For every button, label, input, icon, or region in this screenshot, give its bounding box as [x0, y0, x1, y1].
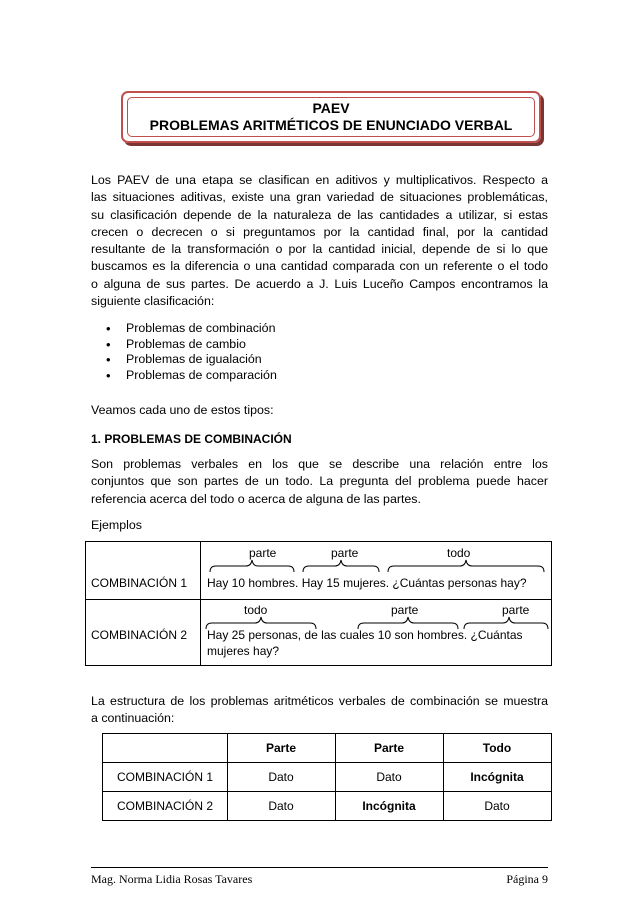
- examples-table: [85, 541, 552, 666]
- brace: [388, 560, 544, 572]
- page-subtitle: PROBLEMAS ARITMÉTICOS DE ENUNCIADO VERBAL: [149, 117, 513, 133]
- whole-label: todo: [447, 546, 471, 560]
- intro-line: Los PAEV de una etapa se clasifican en aditivos y multiplicativos. Respecto a: [91, 173, 548, 187]
- brace: [303, 560, 379, 572]
- section-paragraph: [91, 456, 548, 508]
- table-divider: [86, 599, 551, 600]
- structure-intro-line: La estructura de los problemas aritméticos verbales de combinación se muestra: [91, 694, 548, 708]
- part-label: parte: [502, 603, 530, 617]
- part-label: parte: [331, 546, 359, 560]
- example-name: COMBINACIÓN 2: [91, 628, 188, 642]
- structure-table: [102, 733, 552, 821]
- section-line: conjuntos que son partes de un todo. La pregunta del problema puede hacer: [91, 474, 548, 489]
- structure-intro: [91, 693, 548, 728]
- table-cell: Dato: [376, 770, 402, 784]
- intro-line: o alguna de sus partes. De acuerdo a J. Luis Luceño Campos encontramos la: [91, 276, 548, 291]
- part-label: parte: [249, 546, 277, 560]
- table-cell: Dato: [268, 799, 294, 813]
- list-item: • Problemas de igualación: [106, 352, 277, 368]
- example-text: Hay 10 hombres. Hay 15 mujeres. ¿Cuántas personas hay?: [207, 576, 527, 590]
- table-cell: Incógnita: [362, 799, 416, 813]
- list-item: • Problemas de combinación: [106, 321, 277, 337]
- footer-author: Mag. Norma Lidia Rosas Tavares: [91, 872, 253, 886]
- title-box: [121, 91, 541, 143]
- list-item: • Problemas de comparación: [106, 368, 277, 384]
- brace-group: [200, 558, 552, 574]
- table-cell: Dato: [484, 799, 510, 813]
- column-header: Parte: [373, 741, 405, 755]
- list-item: • Problemas de cambio: [106, 337, 277, 353]
- table-cell: COMBINACIÓN 2: [116, 799, 213, 813]
- table-divider: [103, 791, 551, 792]
- table-cell: COMBINACIÓN 1: [116, 770, 213, 784]
- column-header: Parte: [265, 741, 297, 755]
- classification-list: [106, 321, 277, 383]
- examples-label: Ejemplos: [91, 518, 142, 532]
- intro-line: su clasificación depende de la naturaleza de las cantidades a utilizar, si estas: [91, 207, 548, 222]
- table-cell: Incógnita: [470, 770, 524, 784]
- page-title: PAEV: [312, 100, 350, 116]
- page-number: Página 9: [506, 872, 548, 886]
- intro-paragraph: [91, 172, 548, 310]
- intro-line: buscamos es la diferencia o una cantidad comparada con un referente o el todo: [91, 259, 548, 274]
- footer-rule: [91, 867, 548, 868]
- intro-line: resultante de la transformación o por la cantidad inicial, depende de si lo que: [91, 242, 548, 257]
- intro-line: crecen o decrecen o si preguntamos por la cantidad final, por la cantidad: [91, 224, 548, 239]
- brace: [210, 560, 294, 572]
- intro-line: las situaciones aditivas, existe una gran variedad de situaciones problemáticas,: [91, 190, 548, 205]
- example-text: mujeres hay?: [207, 644, 280, 658]
- table-divider: [103, 762, 551, 763]
- structure-intro-line: a continuación:: [91, 711, 175, 726]
- example-name: COMBINACIÓN 1: [91, 576, 188, 590]
- section-line: Son problemas verbales en los que se describe una relación entre los: [91, 457, 548, 471]
- whole-label: todo: [244, 603, 268, 617]
- types-intro: Veamos cada uno de estos tipos:: [91, 403, 274, 417]
- column-header: Todo: [482, 741, 512, 755]
- part-label: parte: [391, 603, 419, 617]
- section-line: referencia acerca del todo o acerca de alguna de las partes.: [91, 491, 421, 506]
- table-cell: Dato: [268, 770, 294, 784]
- example-text: Hay 25 personas, de las cuales 10 son hombres. ¿Cuántas: [207, 628, 523, 642]
- intro-line: siguiente clasificación:: [91, 294, 215, 309]
- section-heading: 1. PROBLEMAS DE COMBINACIÓN: [91, 432, 292, 446]
